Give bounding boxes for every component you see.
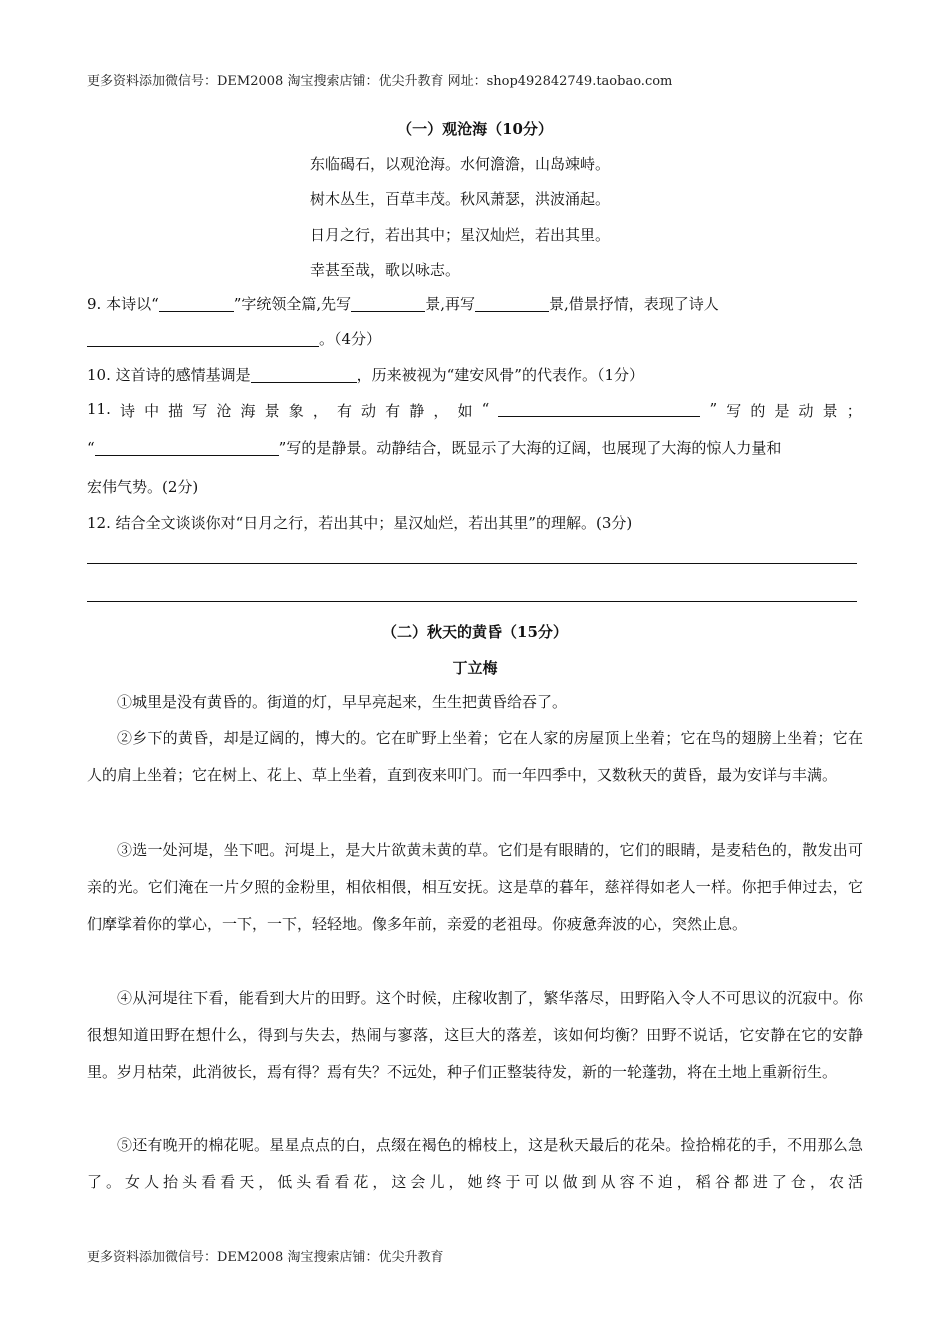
q11-c12: 有 bbox=[385, 402, 401, 420]
q11-c9: ， bbox=[312, 402, 328, 420]
question-9-cont bbox=[87, 328, 862, 349]
question-9 bbox=[87, 293, 862, 314]
q11-t1: 写 bbox=[726, 402, 742, 420]
q11-c2: 中 bbox=[144, 402, 160, 420]
q10-blank[interactable] bbox=[251, 366, 357, 383]
q11-t6: ； bbox=[846, 402, 862, 420]
q11-c1: 诗 bbox=[119, 402, 135, 420]
q9-blank-2[interactable] bbox=[351, 295, 425, 312]
q9-blank-4[interactable] bbox=[87, 330, 319, 347]
paragraph-2: ②乡下的黄昏，却是辽阔的，博大的。它在旷野上坐着；它在人家的房屋顶上坐着；它在鸟的翅膀上坐着；它在人的肩上坐着；它在树上、花上、草上坐着，直到夜来叩门。而一年四季中，又数秋天的黄昏，最为安详与丰满。 bbox=[87, 729, 863, 784]
q9-blank-3[interactable] bbox=[475, 295, 549, 312]
q10-text-2: ，历来被视为“建安风骨”的代表作。（1分） bbox=[356, 366, 645, 384]
q9-text-2: ”字统领全篇,先写 bbox=[233, 295, 352, 313]
q11-c5: 沧 bbox=[216, 402, 232, 420]
q11-blank-2[interactable] bbox=[95, 439, 279, 456]
q11-c13: 静 bbox=[409, 402, 425, 420]
q9-text-5: 。（4分） bbox=[319, 330, 382, 348]
poem-line-2: 树木丛生，百草丰茂。秋风萧瑟，洪波涌起。 bbox=[310, 190, 611, 208]
q11-c8: 象 bbox=[288, 402, 304, 420]
page-footer: 更多资料添加微信号：DEM2008 淘宝搜索店铺：优尖升教育 bbox=[87, 1250, 444, 1265]
q11-t5: 景 bbox=[822, 402, 838, 420]
q11-line2-text: ”写的是静景。动静结合，既显示了大海的辽阔，也展现了大海的惊人力量和 bbox=[278, 439, 782, 457]
q11-open-quote: “ bbox=[87, 439, 95, 457]
paragraph-4: ④从河堤往下看，能看到大片的田野。这个时候，庄稼收割了，繁华落尽，田野陷入令人不可思议的沉寂中。你很想知道田野在想什么，得到与失去，热闹与寥落，这巨大的落差，该如何均衡？田野不说话，它安静在它的安静里。岁月枯荣，此消彼长，焉有得？焉有失？不远处，种子们正整装待发，新的一轮蓬勃，将在土地上重新衍生。 bbox=[87, 989, 863, 1081]
q9-blank-1[interactable] bbox=[159, 295, 234, 312]
question-12: 12. 结合全文谈谈你对“日月之行，若出其中；星汉灿烂，若出其里”的理解。(3分) bbox=[87, 514, 633, 532]
section2-title: （二）秋天的黄昏（15分） bbox=[382, 623, 568, 641]
section1-title: （一）观沧海（10分） bbox=[397, 120, 553, 138]
q11-t0: ” bbox=[709, 400, 718, 418]
paragraph-3: ③选一处河堤，坐下吧。河堤上，是大片欲黄未黄的草。它们是有眼睛的，它们的眼睛，是麦秸色的，散发出可亲的光。它们淹在一片夕照的金粉里，相依相偎，相互安抚。这是草的暮年，慈祥得如老人一样。你把手伸过去，它们摩挲着你的掌心，一下，一下，轻轻地。像多年前，亲爱的老祖母。你疲惫奔波的心，突然止息。 bbox=[87, 841, 863, 933]
q11-t2: 的 bbox=[750, 402, 766, 420]
q11-t4: 动 bbox=[798, 402, 814, 420]
paragraph-1: ①城里是没有黄昏的。街道的灯，早早亮起来，生生把黄昏给吞了。 bbox=[117, 693, 568, 711]
q9-text-4: 景,借景抒情，表现了诗人 bbox=[548, 295, 719, 313]
q11-c11: 动 bbox=[361, 402, 377, 420]
q11-c15: 如 bbox=[457, 402, 473, 420]
section2-author: 丁立梅 bbox=[452, 659, 498, 677]
q11-c16: “ bbox=[481, 400, 490, 418]
q11-c6: 海 bbox=[240, 402, 256, 420]
q11-c0: 11. bbox=[87, 400, 111, 418]
question-11 bbox=[87, 400, 862, 421]
q11-c3: 描 bbox=[168, 402, 184, 420]
q11-t3: 是 bbox=[774, 402, 790, 420]
question-11-line2 bbox=[87, 437, 862, 458]
q11-c10: 有 bbox=[336, 402, 352, 420]
paragraph-5: ⑤还有晚开的棉花呢。星星点点的白，点缀在褐色的棉枝上，这是秋天最后的花朵。捡拾棉花的手，不用那么急了。女人抬头看看天，低头看看花，这会儿，她终于可以做到从容不迫，稻谷都进了仓，农活 bbox=[87, 1136, 863, 1191]
poem-line-1: 东临碣石，以观沧海。水何澹澹，山岛竦峙。 bbox=[310, 155, 611, 173]
q11-c7: 景 bbox=[264, 402, 280, 420]
page-header: 更多资料添加微信号：DEM2008 淘宝搜索店铺：优尖升教育 网址：shop492842749.taobao.com bbox=[87, 74, 673, 89]
question-11-line3: 宏伟气势。(2分) bbox=[87, 478, 199, 496]
q11-c14: ， bbox=[433, 402, 449, 420]
poem-line-4: 幸甚至哉，歌以咏志。 bbox=[310, 261, 461, 279]
q9-text-3: 景,再写 bbox=[425, 295, 475, 313]
poem-line-3: 日月之行，若出其中；星汉灿烂，若出其里。 bbox=[310, 226, 611, 244]
q12-answer-line-2[interactable] bbox=[87, 601, 857, 602]
q11-c4: 写 bbox=[192, 402, 208, 420]
question-10 bbox=[87, 364, 862, 385]
q9-text-1: 9. 本诗以“ bbox=[87, 295, 159, 313]
q10-text-1: 10. 这首诗的感情基调是 bbox=[87, 366, 251, 384]
q11-blank-1[interactable] bbox=[498, 400, 700, 417]
q12-answer-line-1[interactable] bbox=[87, 563, 857, 564]
